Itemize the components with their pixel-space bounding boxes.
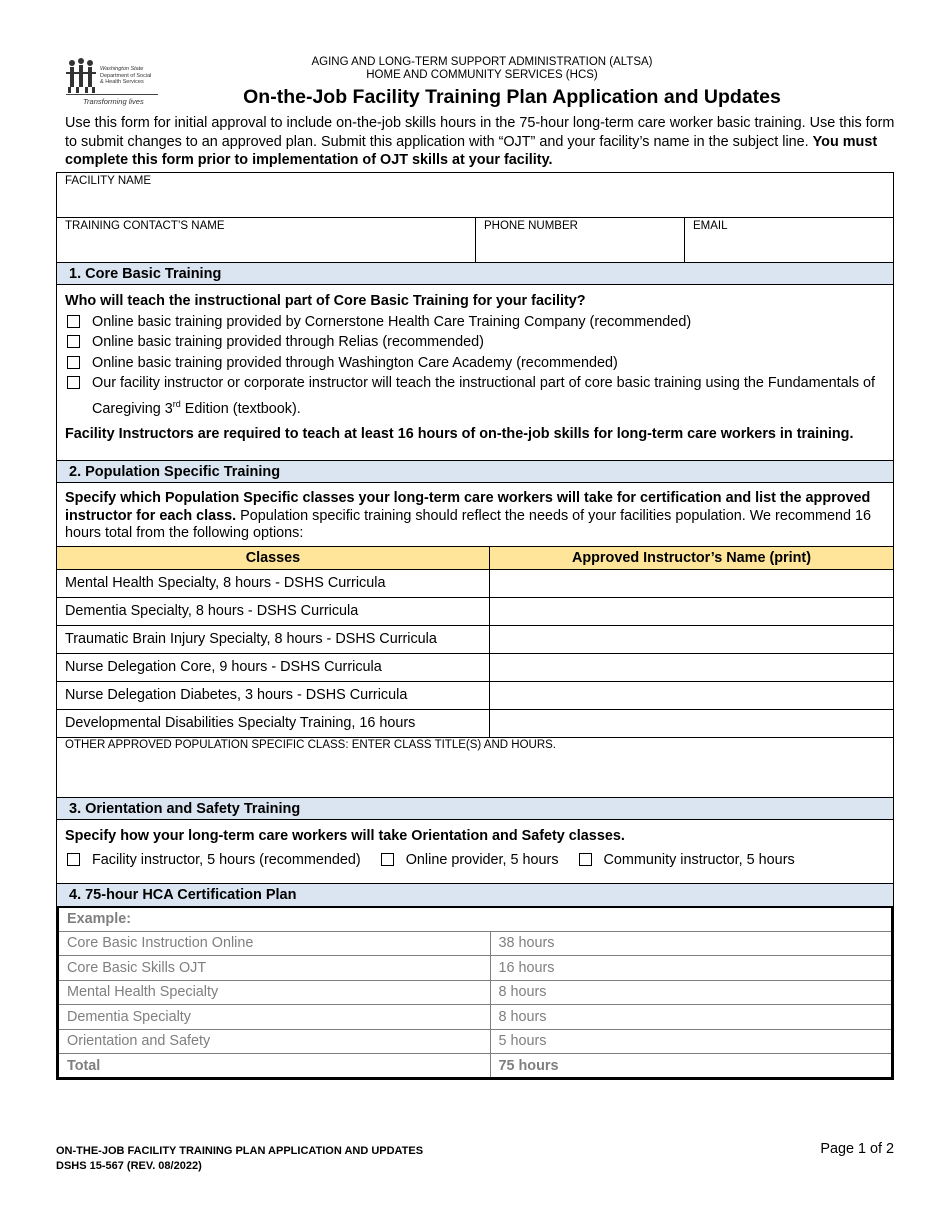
checkbox[interactable] (67, 356, 80, 369)
intro-bold: You must complete this form prior to implementation of OJT skills at your facility. (65, 133, 878, 168)
footer-form-title: ON-THE-JOB FACILITY TRAINING PLAN APPLICATION AND UPDATES (56, 1145, 424, 1157)
class-name: Nurse Delegation Core, 9 hours - DSHS Curricula (57, 653, 490, 681)
total-label: Total (58, 1054, 490, 1079)
option-label: Online basic training provided by Cornerstone Health Care Training Company (recommended) (92, 313, 692, 330)
footer-form-info (56, 1144, 423, 1174)
logo-tagline: Transforming lives (83, 97, 144, 106)
intro-text (65, 114, 895, 170)
agency-line-1: AGING AND LONG-TERM SUPPORT ADMINISTRATION (ALTSA) (311, 56, 653, 68)
section-2-instruction: Population specific training should reflect the needs of your facilities population. We recommend 16 hours total from the following options: (65, 507, 872, 541)
application-form (56, 172, 894, 1080)
logo-state: Washington State (100, 66, 144, 72)
agency-header (200, 56, 764, 82)
plan-item: Core Basic Skills OJT (58, 956, 490, 981)
logo-text (100, 66, 151, 86)
agency-line-2: HOME AND COMMUNITY SERVICES (HCS) (366, 69, 598, 81)
option-label: Community instructor, 5 hours (603, 851, 795, 868)
orientation-option-online[interactable] (379, 852, 559, 868)
phone-field[interactable] (475, 218, 685, 262)
class-name: Traumatic Brain Injury Specialty, 8 hours - DSHS Curricula (57, 625, 490, 653)
table-row (57, 709, 893, 737)
orientation-option-community[interactable] (577, 852, 795, 868)
logo-divider (66, 94, 158, 95)
plan-hours: 5 hours (490, 1029, 892, 1054)
table-row (57, 681, 893, 709)
option-label: Online basic training provided through Washington Care Academy (recommended) (92, 354, 618, 371)
phone-label: PHONE NUMBER (484, 220, 578, 232)
plan-item: Core Basic Instruction Online (58, 931, 490, 956)
option-label-part2: Edition (textbook). (180, 400, 301, 417)
logo-dept-2: & Health Services (100, 79, 144, 85)
table-row (58, 1005, 892, 1030)
table-row (58, 956, 892, 981)
table-header-row (57, 546, 893, 569)
section-1-question: Who will teach the instructional part of Core Basic Training for your facility? (65, 293, 586, 309)
intro-body: Use this form for initial approval to include on-the-job skills hours in the 75-hour long-term care worker basic training. Use this form to submit changes to an approved plan. Submit this application with “OJT” and your facility’s name in the subject line. (65, 115, 895, 150)
email-label: EMAIL (693, 220, 728, 232)
plan-item: Orientation and Safety (58, 1029, 490, 1054)
section-3-body (57, 820, 893, 884)
certification-plan-example-table (57, 906, 893, 1080)
core-option-facility-instructor[interactable] (65, 373, 885, 419)
core-option-wca[interactable] (65, 353, 885, 374)
option-label: Online basic training provided through Relias (recommended) (92, 334, 484, 350)
plan-hours: 8 hours (490, 980, 892, 1005)
table-row (58, 931, 892, 956)
section-1-header: 1. Core Basic Training (57, 263, 893, 285)
section-2-body (57, 483, 893, 738)
plan-item: Dementia Specialty (58, 1005, 490, 1030)
class-name: Developmental Disabilities Specialty Training, 16 hours (57, 709, 490, 737)
col-classes: Classes (57, 546, 490, 569)
checkbox[interactable] (381, 853, 394, 866)
section-2-header: 2. Population Specific Training (57, 461, 893, 483)
example-label: Example: (58, 907, 892, 932)
orientation-option-facility[interactable] (65, 852, 361, 868)
core-option-relias[interactable] (65, 332, 885, 353)
table-row (57, 597, 893, 625)
instructor-input[interactable] (490, 709, 894, 737)
section-2-instructions (57, 483, 893, 546)
email-field[interactable] (684, 218, 893, 262)
section-3-header: 3. Orientation and Safety Training (57, 798, 893, 820)
table-row (57, 625, 893, 653)
section-2-instruction-bold: Specify which Population Specific classes your long-term care workers will take for certification and list the approved instructor for each class. (65, 490, 871, 524)
class-name: Dementia Specialty, 8 hours - DSHS Curricula (57, 597, 490, 625)
contact-name-field[interactable] (57, 218, 475, 262)
checkbox[interactable] (67, 853, 80, 866)
population-classes-table (57, 546, 893, 738)
section-1-body (57, 285, 893, 461)
class-name: Mental Health Specialty, 8 hours - DSHS Curricula (57, 569, 490, 597)
section-3-question: Specify how your long-term care workers will take Orientation and Safety classes. (65, 827, 625, 844)
plan-hours: 16 hours (490, 956, 892, 981)
section-4-body (57, 906, 893, 1080)
instructor-input[interactable] (490, 625, 894, 653)
table-row (57, 653, 893, 681)
table-row (57, 569, 893, 597)
class-name: Nurse Delegation Diabetes, 3 hours - DSHS Curricula (57, 681, 490, 709)
other-class-label: OTHER APPROVED POPULATION SPECIFIC CLASS: ENTER CLASS TITLE(S) AND HOURS. (65, 738, 556, 751)
footer-form-number: DSHS 15-567 (REV. 08/2022) (56, 1160, 202, 1172)
option-label-sup: rd (172, 398, 181, 409)
instructor-input[interactable] (490, 681, 894, 709)
checkbox[interactable] (67, 315, 80, 328)
table-row (58, 980, 892, 1005)
option-label: Facility instructor, 5 hours (recommended) (92, 851, 361, 868)
section-1-note: Facility Instructors are required to teach at least 16 hours of on-the-job skills for long-term care workers in training. (65, 425, 854, 442)
plan-hours: 38 hours (490, 931, 892, 956)
orientation-options (65, 852, 885, 868)
plan-item: Mental Health Specialty (58, 980, 490, 1005)
plan-hours: 8 hours (490, 1005, 892, 1030)
core-option-cornerstone[interactable] (65, 312, 885, 333)
contact-name-label: TRAINING CONTACT’S NAME (65, 220, 225, 232)
col-instructor: Approved Instructor’s Name (print) (490, 546, 894, 569)
option-label: Online provider, 5 hours (405, 851, 559, 868)
instructor-input[interactable] (490, 597, 894, 625)
table-row (58, 1029, 892, 1054)
total-hours: 75 hours (498, 1057, 559, 1074)
instructor-input[interactable] (490, 569, 894, 597)
logo-dept-1: Department of Social (100, 72, 152, 79)
total-row (58, 1054, 892, 1079)
checkbox[interactable] (579, 853, 592, 866)
option-label-part1: Our facility instructor or corporate instructor will teach the instructional part of core basic training using the Fundamentals of Caregiving 3 (92, 375, 876, 417)
instructor-input[interactable] (490, 653, 894, 681)
facility-name-field[interactable] (57, 173, 893, 218)
other-class-field[interactable] (57, 738, 893, 798)
checkbox[interactable] (67, 376, 80, 389)
page-title: On-the-Job Facility Training Plan Application and Updates (243, 86, 781, 108)
contact-row (57, 218, 893, 263)
facility-name-label: FACILITY NAME (65, 175, 152, 187)
option-label (92, 373, 885, 419)
page-number: Page 1 of 2 (820, 1141, 894, 1157)
section-4-header: 4. 75-hour HCA Certification Plan (57, 884, 893, 906)
example-label-row (58, 907, 892, 932)
checkbox[interactable] (67, 335, 80, 348)
